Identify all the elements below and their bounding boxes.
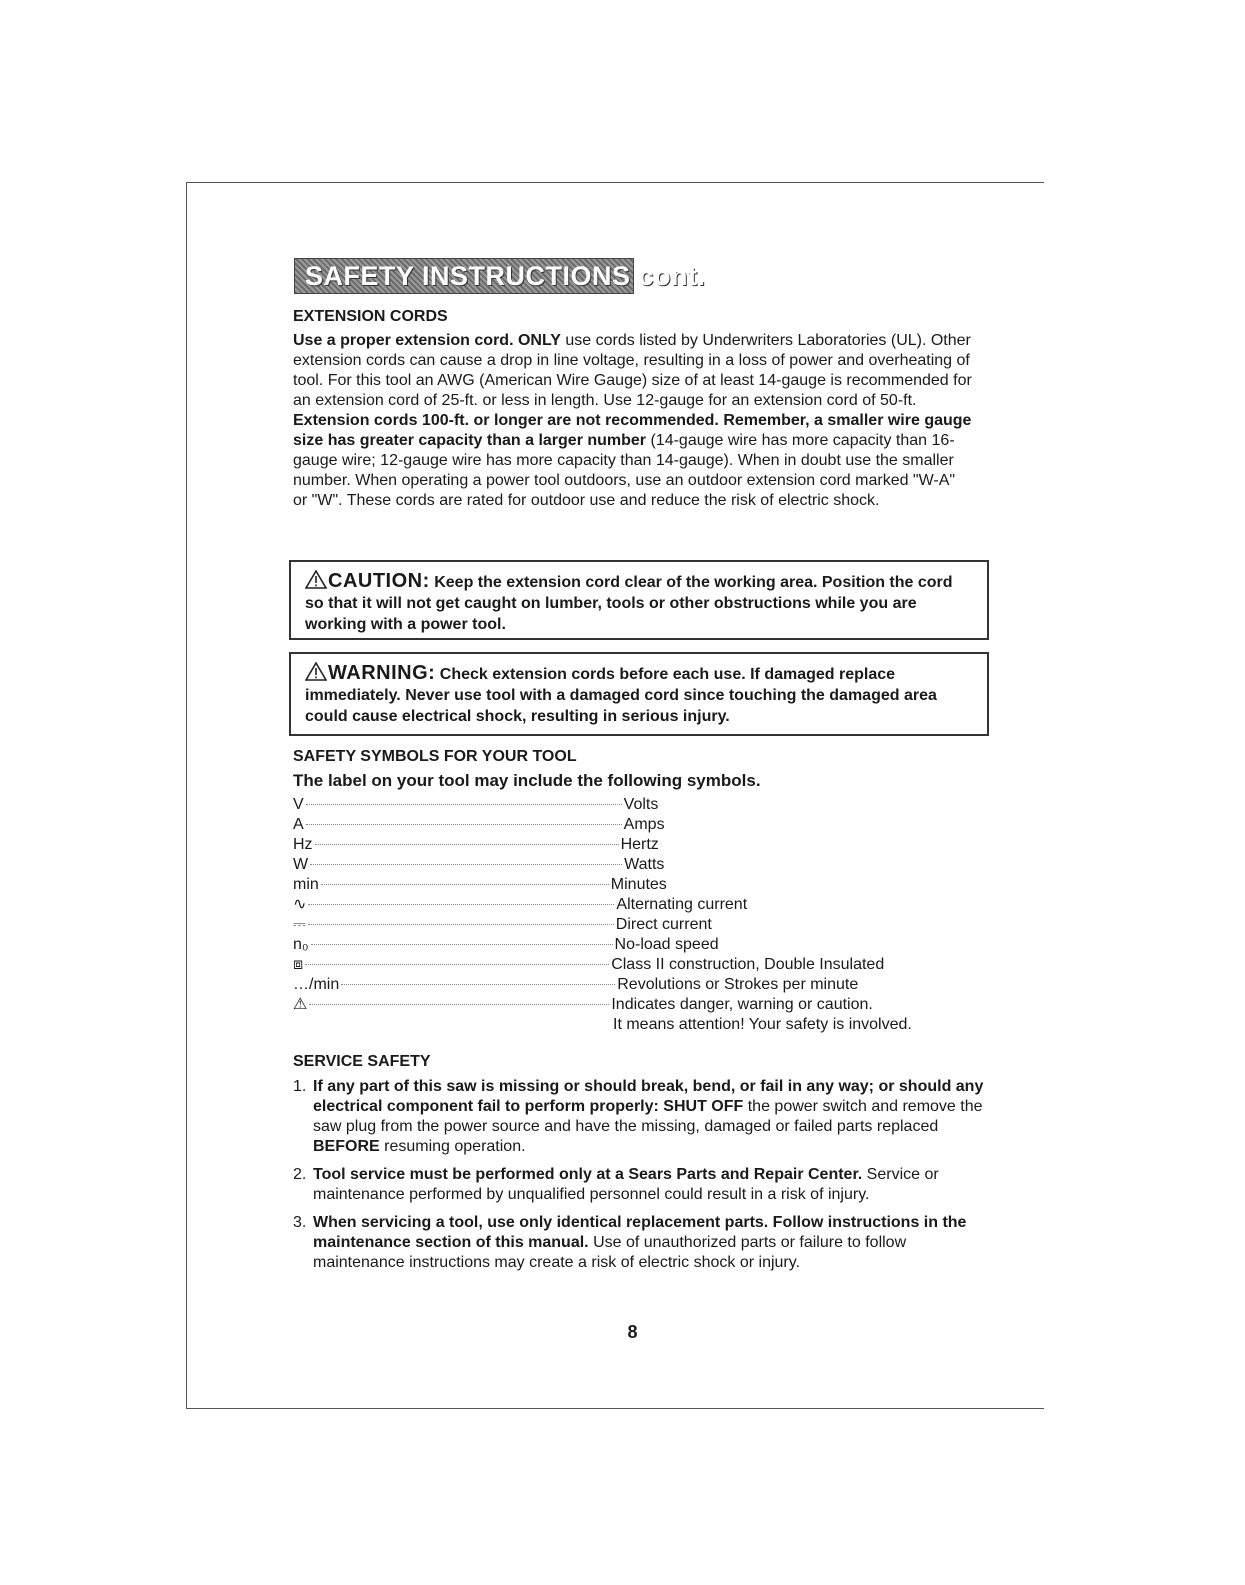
service-list: [293, 1077, 993, 1273]
symbol-list: [293, 795, 993, 1015]
symbol-definition: Indicates danger, warning or caution.: [611, 996, 873, 1013]
warning-label: WARNING:: [328, 662, 436, 684]
item-bold-2: BEFORE: [313, 1138, 380, 1155]
symbol-row: [293, 875, 993, 895]
symbol-definition: Watts: [624, 856, 665, 873]
symbol-definition: Volts: [623, 796, 659, 813]
leader-dots: [308, 904, 614, 905]
symbol-row: [293, 995, 993, 1015]
extension-only: ONLY: [513, 332, 561, 349]
leader-dots: [306, 804, 622, 805]
item-text: [313, 1077, 993, 1157]
list-item: [293, 1165, 993, 1205]
symbol-definition: Class II construction, Double Insulated: [611, 956, 885, 973]
extension-text-2: (14-gauge wire has more capacity than 16-gauge wire; 12-gauge wire has more capacity than 14-gauge). When in doubt use the smaller number. When operating a power tool outdoors, use an outdoor extension cord marked "W-A" or "W". These cords are rated for outdoor use and reduce the risk of electric shock.: [293, 432, 956, 509]
caution-label: CAUTION:: [328, 570, 430, 592]
safety-symbols-heading: SAFETY SYMBOLS FOR YOUR TOOL: [293, 748, 577, 765]
alternating-current-icon: ∿: [293, 896, 307, 913]
safety-symbols-section: [293, 748, 993, 1035]
leader-dots: [321, 884, 609, 885]
item-number: 3.: [293, 1214, 307, 1231]
symbol-row: [293, 795, 993, 815]
caution-box: [289, 560, 989, 640]
list-item: [293, 1213, 993, 1273]
leader-dots: [306, 824, 622, 825]
warning-body: Check extension cords before each use. If damaged replace immediately. Never use tool with a damaged cord since touching the damaged area could cause electrical shock, resulting in serious injury.: [305, 666, 937, 725]
symbol-row: [293, 895, 993, 915]
symbol-definition: Amps: [623, 816, 665, 833]
banner-title: SAFETY INSTRUCTIONS cont.: [305, 260, 706, 291]
item-bold: When servicing a tool, use only identical replacement parts. Follow instructions in the maintenance section of this manual.: [313, 1214, 967, 1251]
symbol-definition: Alternating current: [616, 896, 748, 913]
extension-bold-2: Extension cords 100-ft. or longer are not recommended. Remember, a smaller wire gauge size has greater capacity than a larger number: [293, 412, 972, 449]
service-safety-section: [293, 1053, 993, 1281]
warning-text: [305, 662, 973, 727]
item-rest: Use of unauthorized parts or failure to follow maintenance instructions may create a risk of electric shock or injury.: [313, 1234, 907, 1271]
symbol-row: [293, 955, 993, 975]
symbol-key: W: [293, 856, 309, 873]
item-rest: Service or maintenance performed by unqualified personnel could result in a risk of injury.: [313, 1166, 939, 1203]
extension-cords-paragraph: [293, 331, 973, 511]
item-rest: the power switch and remove the saw plug from the power source and have the missing, damaged or failed parts replaced: [313, 1098, 983, 1135]
symbol-note: It means attention! Your safety is involved.: [613, 1016, 912, 1033]
section-banner: [294, 258, 706, 294]
frame-top-rule: [186, 182, 1044, 183]
symbol-key: min: [293, 876, 319, 893]
page-number: 8: [627, 1322, 638, 1342]
item-number: 1.: [293, 1078, 307, 1095]
item-text: [313, 1213, 993, 1273]
symbol-key: …/min: [293, 976, 340, 993]
warning-triangle-icon: [305, 662, 327, 681]
symbol-definition: Hertz: [620, 836, 659, 853]
symbol-definition: Direct current: [615, 916, 712, 933]
symbol-key: n₀: [293, 936, 309, 953]
leader-dots: [310, 864, 622, 865]
leader-dots: [309, 1004, 609, 1005]
symbol-definition: No-load speed: [614, 936, 719, 953]
item-text: [313, 1165, 993, 1205]
symbol-row: [293, 815, 993, 835]
safety-symbols-intro: The label on your tool may include the following symbols.: [293, 771, 761, 790]
symbol-key: A: [293, 816, 304, 833]
leader-dots: [315, 844, 619, 845]
leader-dots: [311, 944, 613, 945]
frame-bottom-rule: [186, 1408, 1044, 1409]
symbol-definition: Revolutions or Strokes per minute: [617, 976, 859, 993]
caution-body: Keep the extension cord clear of the working area. Position the cord so that it will not get caught on lumber, tools or other obstructions while you are working with a power tool.: [305, 574, 953, 633]
frame-left-rule: [186, 182, 187, 1408]
symbol-row: [293, 835, 993, 855]
symbol-row: [293, 915, 993, 935]
double-insulated-icon: ⧈: [293, 956, 304, 973]
item-bold: If any part of this saw is missing or should break, bend, or fail in any way; or should any electrical component fail to perform properly: SHUT OFF: [313, 1078, 984, 1115]
leader-dots: [308, 924, 614, 925]
symbol-row: [293, 975, 993, 995]
leader-dots: [341, 984, 615, 985]
extension-text-1: use cords listed by Underwriters Laboratories (UL). Other extension cords can cause a drop in line voltage, resulting in a loss of power and overheating of tool. For this tool an AWG (American Wire Gauge) size of at least 14-gauge is recommended for an extension cord of 25-ft. or less in length. Use 12-gauge for an extension cord of 50-ft.: [293, 332, 972, 409]
symbol-definition: Minutes: [610, 876, 667, 893]
service-safety-heading: SERVICE SAFETY: [293, 1053, 431, 1070]
caution-triangle-icon: [305, 570, 327, 589]
list-item: [293, 1077, 993, 1157]
extension-lead: Use a proper extension cord.: [293, 332, 514, 349]
symbol-key: Hz: [293, 836, 313, 853]
symbol-key: V: [293, 796, 304, 813]
symbol-row: [293, 935, 993, 955]
item-rest-2: resuming operation.: [379, 1138, 526, 1155]
item-bold: Tool service must be performed only at a Sears Parts and Repair Center.: [313, 1166, 863, 1183]
symbol-row: [293, 855, 993, 875]
item-number: 2.: [293, 1166, 307, 1183]
extension-cords-heading: EXTENSION CORDS: [293, 308, 448, 325]
direct-current-icon: ⎓: [293, 916, 306, 933]
extension-cords-section: [293, 308, 973, 511]
warning-box: [289, 652, 989, 736]
safety-alert-icon: ⚠: [293, 996, 308, 1013]
leader-dots: [305, 964, 609, 965]
caution-text: [305, 570, 973, 635]
